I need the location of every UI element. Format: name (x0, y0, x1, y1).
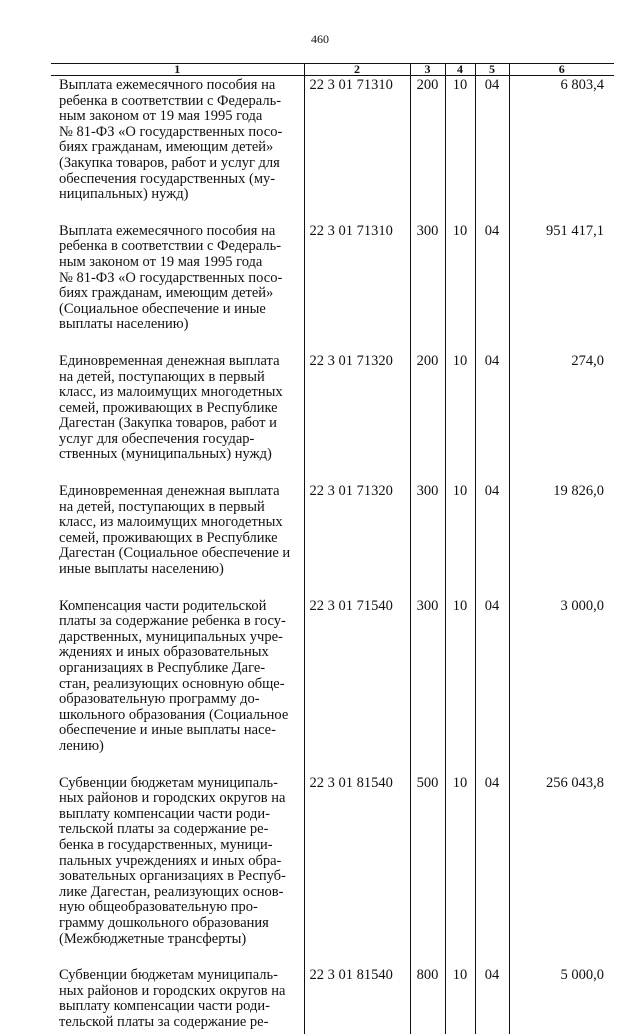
row-col3-cell: 300 (410, 482, 445, 597)
row-code-cell: 22 3 01 81540 (304, 966, 410, 1034)
row-name-line: класс, из малоимущих многодетных (59, 385, 302, 401)
row-name-cell (51, 76, 304, 222)
row-name-line: зовательных организациях в Респуб- (59, 869, 302, 885)
row-name-line: ных районов и городских округов на (59, 984, 302, 1000)
row-col4-cell: 10 (445, 774, 475, 967)
row-name-line: ждениях и иных образовательных (59, 645, 302, 661)
row-col5-cell: 04 (475, 774, 509, 967)
row-name-line: ных районов и городских округов на (59, 791, 302, 807)
row-col4-cell: 10 (445, 966, 475, 1034)
row-amount-cell: 6 803,4 (509, 76, 614, 222)
row-code-cell: 22 3 01 71320 (304, 482, 410, 597)
row-name-line: выплату компенсации части роди- (59, 807, 302, 823)
row-col3-cell: 300 (410, 597, 445, 774)
row-name-line: ственных (муниципальных) нужд) (59, 447, 302, 463)
row-name-line: выплаты населению) (59, 317, 302, 333)
row-code-cell: 22 3 01 71310 (304, 222, 410, 352)
table-row (51, 966, 614, 1034)
row-name-line: тельской платы за содержание ре- (59, 1015, 302, 1031)
header-col-1: 1 (51, 64, 304, 76)
row-name-line: Единовременная денежная выплата (59, 354, 302, 370)
row-name-line: обеспечение и иные выплаты насе- (59, 723, 302, 739)
row-name-line: Субвенции бюджетам муниципаль- (59, 968, 302, 984)
row-name-line: Выплата ежемесячного пособия на (59, 224, 302, 240)
row-name-line: (Межбюджетные трансферты) (59, 932, 302, 948)
row-name-line: Компенсация части родительской (59, 599, 302, 615)
table-header-row (51, 64, 614, 76)
row-name-cell (51, 774, 304, 967)
row-name-line: № 81-ФЗ «О государственных посо- (59, 271, 302, 287)
row-name-line: Единовременная денежная выплата (59, 484, 302, 500)
table-row (51, 774, 614, 967)
row-col5-cell: 04 (475, 222, 509, 352)
row-name-line: тельской платы за содержание ре- (59, 822, 302, 838)
row-col4-cell: 10 (445, 222, 475, 352)
row-name-line: ребенка в соответствии с Федераль- (59, 239, 302, 255)
row-col4-cell: 10 (445, 352, 475, 482)
table-row (51, 597, 614, 774)
row-name-line: ную общеобразовательную про- (59, 900, 302, 916)
row-col3-cell: 200 (410, 352, 445, 482)
row-name-line: ным законом от 19 мая 1995 года (59, 255, 302, 271)
page-number: 460 (0, 32, 640, 47)
row-name-line: организациях в Республике Даге- (59, 661, 302, 677)
row-col4-cell: 10 (445, 597, 475, 774)
row-name-line: Дагестан (Закупка товаров, работ и (59, 416, 302, 432)
row-amount-cell: 3 000,0 (509, 597, 614, 774)
budget-table (51, 63, 614, 1034)
row-name-line: лению) (59, 739, 302, 755)
row-col5-cell: 04 (475, 352, 509, 482)
table-row (51, 352, 614, 482)
row-name-line: № 81-ФЗ «О государственных посо- (59, 125, 302, 141)
table-row (51, 76, 614, 222)
table-row (51, 482, 614, 597)
row-name-line: школьного образования (Социальное (59, 708, 302, 724)
row-name-line: стан, реализующих основную обще- (59, 677, 302, 693)
row-name-cell (51, 222, 304, 352)
table-body (51, 76, 614, 1034)
row-name-line: биях гражданам, имеющим детей» (59, 140, 302, 156)
row-amount-cell: 256 043,8 (509, 774, 614, 967)
row-name-line: обеспечения государственных (му- (59, 172, 302, 188)
header-col-2: 2 (304, 64, 410, 76)
row-name-line: на детей, поступающих в первый (59, 370, 302, 386)
row-code-cell: 22 3 01 81540 (304, 774, 410, 967)
row-name-line: семей, проживающих в Республике (59, 531, 302, 547)
row-amount-cell: 19 826,0 (509, 482, 614, 597)
row-name-line: ребенка в соответствии с Федераль- (59, 94, 302, 110)
row-name-line: платы за содержание ребенка в госу- (59, 614, 302, 630)
header-col-5: 5 (475, 64, 509, 76)
row-name-line: пальных учреждениях и иных обра- (59, 854, 302, 870)
row-name-line: Выплата ежемесячного пособия на (59, 78, 302, 94)
row-name-line: образовательную программу до- (59, 692, 302, 708)
header-col-6: 6 (509, 64, 614, 76)
row-name-cell (51, 482, 304, 597)
row-col5-cell: 04 (475, 482, 509, 597)
row-name-line: (Закупка товаров, работ и услуг для (59, 156, 302, 172)
row-name-line: на детей, поступающих в первый (59, 500, 302, 516)
row-name-line: грамму дошкольного образования (59, 916, 302, 932)
row-name-line: семей, проживающих в Республике (59, 401, 302, 417)
row-name-line: класс, из малоимущих многодетных (59, 515, 302, 531)
row-col5-cell: 04 (475, 76, 509, 222)
row-col4-cell: 10 (445, 482, 475, 597)
header-col-4: 4 (445, 64, 475, 76)
row-name-line: (Социальное обеспечение и иные (59, 302, 302, 318)
row-code-cell: 22 3 01 71310 (304, 76, 410, 222)
row-name-line: иные выплаты населению) (59, 562, 302, 578)
row-amount-cell: 274,0 (509, 352, 614, 482)
row-name-cell (51, 966, 304, 1034)
row-name-line: бенка в государственных, муници- (59, 838, 302, 854)
row-code-cell: 22 3 01 71540 (304, 597, 410, 774)
header-col-3: 3 (410, 64, 445, 76)
row-name-line: ниципальных) нужд) (59, 187, 302, 203)
row-name-line: Субвенции бюджетам муниципаль- (59, 776, 302, 792)
row-name-line: Дагестан (Социальное обеспечение и (59, 546, 302, 562)
row-col4-cell: 10 (445, 76, 475, 222)
row-code-cell: 22 3 01 71320 (304, 352, 410, 482)
row-name-line: лике Дагестан, реализующих основ- (59, 885, 302, 901)
row-name-line: услуг для обеспечения государ- (59, 432, 302, 448)
row-col3-cell: 500 (410, 774, 445, 967)
row-col5-cell: 04 (475, 966, 509, 1034)
row-amount-cell: 951 417,1 (509, 222, 614, 352)
row-amount-cell: 5 000,0 (509, 966, 614, 1034)
row-name-cell (51, 352, 304, 482)
row-name-line: выплату компенсации части роди- (59, 999, 302, 1015)
row-name-line: ным законом от 19 мая 1995 года (59, 109, 302, 125)
row-col5-cell: 04 (475, 597, 509, 774)
row-name-line: биях гражданам, имеющим детей» (59, 286, 302, 302)
row-col3-cell: 200 (410, 76, 445, 222)
row-col3-cell: 300 (410, 222, 445, 352)
row-col3-cell: 800 (410, 966, 445, 1034)
row-name-line: дарственных, муниципальных учре- (59, 630, 302, 646)
table-row (51, 222, 614, 352)
row-name-cell (51, 597, 304, 774)
